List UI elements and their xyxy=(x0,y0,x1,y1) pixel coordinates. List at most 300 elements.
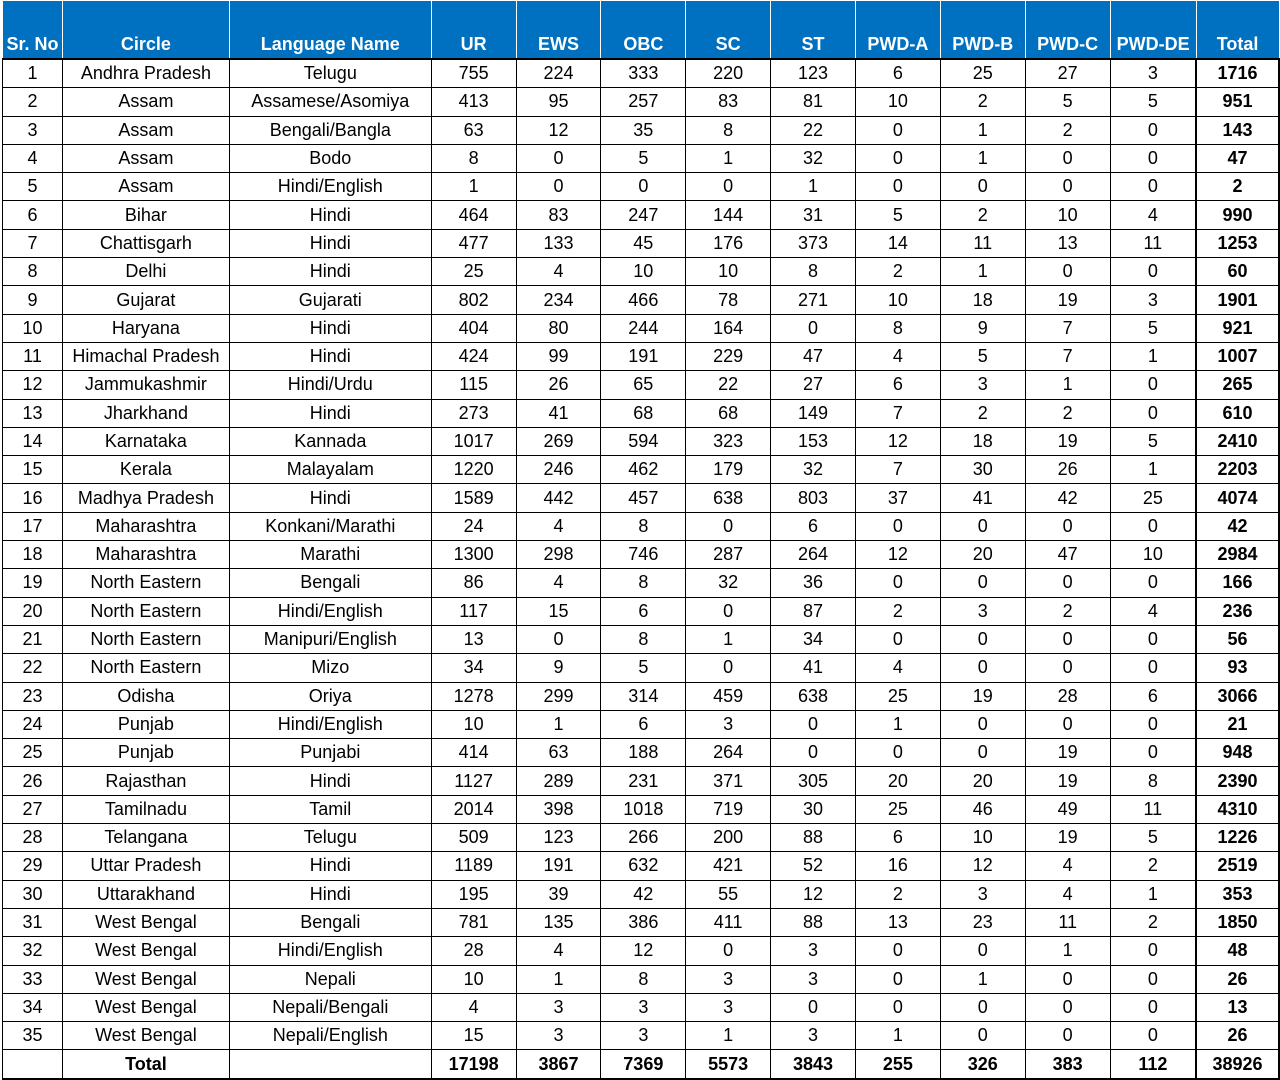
cell-sc: 3 xyxy=(686,993,771,1021)
cell-language-name: Assamese/Asomiya xyxy=(229,88,431,116)
cell-language-name: Hindi xyxy=(229,399,431,427)
total-cell-pwd-b: 326 xyxy=(940,1050,1025,1079)
cell-pwd-a: 25 xyxy=(855,795,940,823)
cell-ews: 0 xyxy=(516,625,601,653)
cell-sr-no: 9 xyxy=(3,286,63,314)
cell-ews: 80 xyxy=(516,314,601,342)
cell-pwd-a: 0 xyxy=(855,739,940,767)
vacancy-table-sheet xyxy=(2,0,1280,1080)
cell-pwd-b: 2 xyxy=(940,88,1025,116)
cell-ews: 4 xyxy=(516,937,601,965)
cell-pwd-de: 1 xyxy=(1110,880,1196,908)
cell-sr-no: 27 xyxy=(3,795,63,823)
cell-obc: 333 xyxy=(601,59,686,88)
table-total-row xyxy=(3,1050,1280,1079)
cell-sr-no: 5 xyxy=(3,173,63,201)
cell-ews: 0 xyxy=(516,173,601,201)
cell-sr-no: 12 xyxy=(3,371,63,399)
cell-st: 373 xyxy=(771,229,856,257)
cell-ews: 289 xyxy=(516,767,601,795)
cell-language-name: Hindi xyxy=(229,880,431,908)
cell-total: 1901 xyxy=(1196,286,1279,314)
cell-total: 948 xyxy=(1196,739,1279,767)
cell-pwd-b: 5 xyxy=(940,342,1025,370)
table-header-row xyxy=(3,1,1280,60)
header-ur: UR xyxy=(431,1,516,60)
cell-obc: 8 xyxy=(601,625,686,653)
cell-sc: 200 xyxy=(686,824,771,852)
cell-pwd-a: 14 xyxy=(855,229,940,257)
cell-pwd-c: 0 xyxy=(1025,993,1110,1021)
cell-obc: 45 xyxy=(601,229,686,257)
cell-pwd-a: 13 xyxy=(855,908,940,936)
cell-ur: 424 xyxy=(431,342,516,370)
cell-sr-no: 25 xyxy=(3,739,63,767)
cell-ews: 41 xyxy=(516,399,601,427)
cell-ur: 34 xyxy=(431,654,516,682)
cell-pwd-de: 1 xyxy=(1110,456,1196,484)
cell-language-name: Hindi xyxy=(229,767,431,795)
cell-ur: 273 xyxy=(431,399,516,427)
cell-pwd-de: 5 xyxy=(1110,88,1196,116)
cell-pwd-de: 25 xyxy=(1110,484,1196,512)
cell-sr-no: 17 xyxy=(3,512,63,540)
cell-circle: Uttarakhand xyxy=(62,880,229,908)
cell-pwd-a: 25 xyxy=(855,682,940,710)
cell-ur: 10 xyxy=(431,965,516,993)
cell-st: 27 xyxy=(771,371,856,399)
cell-pwd-b: 12 xyxy=(940,852,1025,880)
cell-total: 2984 xyxy=(1196,541,1279,569)
cell-circle: Punjab xyxy=(62,710,229,738)
cell-pwd-c: 19 xyxy=(1025,739,1110,767)
cell-sc: 1 xyxy=(686,1022,771,1050)
cell-ur: 802 xyxy=(431,286,516,314)
header-obc: OBC xyxy=(601,1,686,60)
cell-sr-no: 7 xyxy=(3,229,63,257)
cell-sc: 287 xyxy=(686,541,771,569)
cell-st: 0 xyxy=(771,739,856,767)
cell-pwd-de: 5 xyxy=(1110,824,1196,852)
cell-sr-no: 26 xyxy=(3,767,63,795)
cell-total: 2390 xyxy=(1196,767,1279,795)
cell-pwd-de: 0 xyxy=(1110,654,1196,682)
cell-circle: Gujarat xyxy=(62,286,229,314)
cell-language-name: Hindi xyxy=(229,314,431,342)
cell-pwd-c: 0 xyxy=(1025,173,1110,201)
cell-language-name: Hindi/English xyxy=(229,710,431,738)
cell-pwd-c: 0 xyxy=(1025,569,1110,597)
cell-pwd-a: 8 xyxy=(855,314,940,342)
cell-st: 0 xyxy=(771,314,856,342)
cell-ews: 4 xyxy=(516,258,601,286)
cell-sc: 0 xyxy=(686,173,771,201)
total-cell-ur: 17198 xyxy=(431,1050,516,1079)
cell-ews: 246 xyxy=(516,456,601,484)
table-row xyxy=(3,229,1280,257)
cell-st: 88 xyxy=(771,824,856,852)
cell-pwd-de: 0 xyxy=(1110,258,1196,286)
cell-pwd-de: 0 xyxy=(1110,937,1196,965)
cell-pwd-a: 0 xyxy=(855,625,940,653)
cell-pwd-c: 4 xyxy=(1025,880,1110,908)
cell-sc: 68 xyxy=(686,399,771,427)
cell-pwd-b: 0 xyxy=(940,654,1025,682)
cell-language-name: Nepali/English xyxy=(229,1022,431,1050)
cell-ur: 4 xyxy=(431,993,516,1021)
cell-sc: 144 xyxy=(686,201,771,229)
cell-pwd-a: 2 xyxy=(855,880,940,908)
cell-pwd-a: 2 xyxy=(855,258,940,286)
cell-circle: Tamilnadu xyxy=(62,795,229,823)
cell-ur: 15 xyxy=(431,1022,516,1050)
cell-st: 88 xyxy=(771,908,856,936)
cell-sc: 1 xyxy=(686,625,771,653)
cell-pwd-c: 0 xyxy=(1025,965,1110,993)
cell-pwd-b: 3 xyxy=(940,371,1025,399)
cell-obc: 594 xyxy=(601,427,686,455)
table-row xyxy=(3,456,1280,484)
cell-pwd-de: 4 xyxy=(1110,597,1196,625)
cell-st: 0 xyxy=(771,993,856,1021)
cell-sc: 264 xyxy=(686,739,771,767)
cell-pwd-a: 0 xyxy=(855,965,940,993)
cell-circle: Assam xyxy=(62,88,229,116)
cell-obc: 8 xyxy=(601,512,686,540)
cell-pwd-c: 49 xyxy=(1025,795,1110,823)
cell-ur: 1300 xyxy=(431,541,516,569)
cell-pwd-a: 16 xyxy=(855,852,940,880)
cell-obc: 632 xyxy=(601,852,686,880)
cell-sc: 164 xyxy=(686,314,771,342)
cell-language-name: Mizo xyxy=(229,654,431,682)
cell-obc: 35 xyxy=(601,116,686,144)
cell-ur: 28 xyxy=(431,937,516,965)
cell-ews: 269 xyxy=(516,427,601,455)
cell-obc: 3 xyxy=(601,993,686,1021)
cell-pwd-de: 4 xyxy=(1110,201,1196,229)
cell-ews: 191 xyxy=(516,852,601,880)
cell-ur: 1189 xyxy=(431,852,516,880)
cell-circle: Assam xyxy=(62,173,229,201)
cell-language-name: Hindi xyxy=(229,201,431,229)
cell-obc: 266 xyxy=(601,824,686,852)
total-cell-st: 3843 xyxy=(771,1050,856,1079)
cell-language-name: Manipuri/English xyxy=(229,625,431,653)
cell-pwd-b: 1 xyxy=(940,116,1025,144)
header-language-name: Language Name xyxy=(229,1,431,60)
cell-total: 1253 xyxy=(1196,229,1279,257)
cell-pwd-b: 11 xyxy=(940,229,1025,257)
cell-st: 47 xyxy=(771,342,856,370)
cell-pwd-de: 0 xyxy=(1110,399,1196,427)
cell-obc: 314 xyxy=(601,682,686,710)
cell-pwd-c: 0 xyxy=(1025,512,1110,540)
cell-obc: 68 xyxy=(601,399,686,427)
cell-pwd-de: 3 xyxy=(1110,286,1196,314)
cell-sr-no: 33 xyxy=(3,965,63,993)
cell-sc: 0 xyxy=(686,597,771,625)
cell-language-name: Hindi/English xyxy=(229,937,431,965)
cell-pwd-a: 6 xyxy=(855,59,940,88)
cell-total: 4074 xyxy=(1196,484,1279,512)
cell-pwd-a: 6 xyxy=(855,371,940,399)
cell-pwd-b: 2 xyxy=(940,399,1025,427)
cell-total: 1007 xyxy=(1196,342,1279,370)
cell-sc: 78 xyxy=(686,286,771,314)
cell-sr-no: 34 xyxy=(3,993,63,1021)
cell-st: 3 xyxy=(771,937,856,965)
cell-sr-no: 8 xyxy=(3,258,63,286)
cell-st: 803 xyxy=(771,484,856,512)
cell-sr-no: 6 xyxy=(3,201,63,229)
cell-ur: 25 xyxy=(431,258,516,286)
cell-ur: 8 xyxy=(431,144,516,172)
cell-circle: Karnataka xyxy=(62,427,229,455)
table-row xyxy=(3,824,1280,852)
cell-sr-no: 18 xyxy=(3,541,63,569)
cell-circle: Maharashtra xyxy=(62,541,229,569)
cell-pwd-de: 2 xyxy=(1110,908,1196,936)
cell-obc: 3 xyxy=(601,1022,686,1050)
cell-ur: 404 xyxy=(431,314,516,342)
cell-ur: 1 xyxy=(431,173,516,201)
cell-sc: 0 xyxy=(686,937,771,965)
table-row xyxy=(3,88,1280,116)
cell-ur: 24 xyxy=(431,512,516,540)
cell-pwd-c: 47 xyxy=(1025,541,1110,569)
cell-circle: West Bengal xyxy=(62,993,229,1021)
cell-total: 1716 xyxy=(1196,59,1279,88)
cell-sr-no: 29 xyxy=(3,852,63,880)
cell-sr-no: 11 xyxy=(3,342,63,370)
cell-ur: 117 xyxy=(431,597,516,625)
cell-pwd-a: 10 xyxy=(855,286,940,314)
cell-total: 21 xyxy=(1196,710,1279,738)
total-cell-circle: Total xyxy=(62,1050,229,1079)
cell-language-name: Kannada xyxy=(229,427,431,455)
cell-total: 951 xyxy=(1196,88,1279,116)
cell-sc: 638 xyxy=(686,484,771,512)
table-row xyxy=(3,173,1280,201)
cell-sc: 411 xyxy=(686,908,771,936)
cell-pwd-a: 5 xyxy=(855,201,940,229)
cell-sc: 421 xyxy=(686,852,771,880)
cell-ews: 398 xyxy=(516,795,601,823)
cell-pwd-b: 0 xyxy=(940,512,1025,540)
cell-pwd-de: 0 xyxy=(1110,993,1196,1021)
header-sc: SC xyxy=(686,1,771,60)
cell-pwd-b: 20 xyxy=(940,767,1025,795)
cell-total: 265 xyxy=(1196,371,1279,399)
cell-pwd-a: 4 xyxy=(855,342,940,370)
cell-total: 60 xyxy=(1196,258,1279,286)
cell-sc: 176 xyxy=(686,229,771,257)
cell-circle: Assam xyxy=(62,116,229,144)
cell-ur: 1589 xyxy=(431,484,516,512)
table-row xyxy=(3,710,1280,738)
cell-language-name: Bengali xyxy=(229,569,431,597)
cell-pwd-b: 0 xyxy=(940,993,1025,1021)
cell-pwd-b: 30 xyxy=(940,456,1025,484)
cell-pwd-a: 0 xyxy=(855,569,940,597)
cell-obc: 466 xyxy=(601,286,686,314)
cell-language-name: Nepali/Bengali xyxy=(229,993,431,1021)
cell-language-name: Telugu xyxy=(229,824,431,852)
vacancy-table xyxy=(2,0,1280,1080)
cell-pwd-b: 0 xyxy=(940,937,1025,965)
cell-ur: 1278 xyxy=(431,682,516,710)
cell-pwd-b: 19 xyxy=(940,682,1025,710)
cell-obc: 8 xyxy=(601,569,686,597)
cell-sr-no: 23 xyxy=(3,682,63,710)
cell-ews: 224 xyxy=(516,59,601,88)
cell-pwd-c: 28 xyxy=(1025,682,1110,710)
table-row xyxy=(3,937,1280,965)
cell-circle: Delhi xyxy=(62,258,229,286)
cell-obc: 257 xyxy=(601,88,686,116)
cell-sr-no: 15 xyxy=(3,456,63,484)
cell-ews: 83 xyxy=(516,201,601,229)
cell-ews: 3 xyxy=(516,1022,601,1050)
cell-circle: Rajasthan xyxy=(62,767,229,795)
cell-total: 2519 xyxy=(1196,852,1279,880)
cell-sc: 8 xyxy=(686,116,771,144)
table-row xyxy=(3,59,1280,88)
cell-obc: 1018 xyxy=(601,795,686,823)
cell-sr-no: 24 xyxy=(3,710,63,738)
cell-pwd-b: 23 xyxy=(940,908,1025,936)
table-row xyxy=(3,880,1280,908)
cell-st: 271 xyxy=(771,286,856,314)
cell-pwd-b: 3 xyxy=(940,880,1025,908)
cell-obc: 457 xyxy=(601,484,686,512)
table-row xyxy=(3,342,1280,370)
cell-ews: 442 xyxy=(516,484,601,512)
cell-obc: 65 xyxy=(601,371,686,399)
cell-obc: 10 xyxy=(601,258,686,286)
table-row xyxy=(3,993,1280,1021)
cell-circle: Jharkhand xyxy=(62,399,229,427)
cell-pwd-b: 18 xyxy=(940,286,1025,314)
cell-st: 3 xyxy=(771,965,856,993)
cell-pwd-c: 0 xyxy=(1025,710,1110,738)
cell-pwd-de: 0 xyxy=(1110,173,1196,201)
cell-pwd-c: 2 xyxy=(1025,597,1110,625)
header-pwd-c: PWD-C xyxy=(1025,1,1110,60)
cell-pwd-de: 6 xyxy=(1110,682,1196,710)
table-row xyxy=(3,597,1280,625)
cell-pwd-b: 0 xyxy=(940,173,1025,201)
table-row xyxy=(3,908,1280,936)
cell-circle: Chattisgarh xyxy=(62,229,229,257)
cell-pwd-de: 2 xyxy=(1110,852,1196,880)
cell-sc: 3 xyxy=(686,965,771,993)
cell-st: 12 xyxy=(771,880,856,908)
cell-sc: 229 xyxy=(686,342,771,370)
cell-sr-no: 3 xyxy=(3,116,63,144)
cell-language-name: Hindi xyxy=(229,258,431,286)
cell-ur: 1017 xyxy=(431,427,516,455)
cell-pwd-c: 7 xyxy=(1025,342,1110,370)
cell-pwd-de: 10 xyxy=(1110,541,1196,569)
cell-pwd-c: 0 xyxy=(1025,144,1110,172)
cell-pwd-a: 0 xyxy=(855,512,940,540)
total-cell-language-name xyxy=(229,1050,431,1079)
cell-obc: 12 xyxy=(601,937,686,965)
cell-pwd-de: 5 xyxy=(1110,427,1196,455)
cell-total: 56 xyxy=(1196,625,1279,653)
cell-total: 2 xyxy=(1196,173,1279,201)
cell-obc: 8 xyxy=(601,965,686,993)
cell-obc: 231 xyxy=(601,767,686,795)
cell-ews: 0 xyxy=(516,144,601,172)
cell-st: 6 xyxy=(771,512,856,540)
cell-circle: North Eastern xyxy=(62,569,229,597)
cell-st: 30 xyxy=(771,795,856,823)
cell-ews: 234 xyxy=(516,286,601,314)
cell-pwd-b: 2 xyxy=(940,201,1025,229)
cell-st: 638 xyxy=(771,682,856,710)
cell-pwd-de: 8 xyxy=(1110,767,1196,795)
cell-circle: Jammukashmir xyxy=(62,371,229,399)
cell-ur: 10 xyxy=(431,710,516,738)
cell-sr-no: 30 xyxy=(3,880,63,908)
cell-total: 610 xyxy=(1196,399,1279,427)
cell-ews: 123 xyxy=(516,824,601,852)
cell-sr-no: 14 xyxy=(3,427,63,455)
cell-pwd-b: 46 xyxy=(940,795,1025,823)
table-row xyxy=(3,569,1280,597)
cell-sr-no: 28 xyxy=(3,824,63,852)
cell-ews: 135 xyxy=(516,908,601,936)
cell-circle: Haryana xyxy=(62,314,229,342)
cell-ews: 12 xyxy=(516,116,601,144)
header-total: Total xyxy=(1196,1,1279,60)
cell-pwd-de: 0 xyxy=(1110,144,1196,172)
cell-circle: North Eastern xyxy=(62,597,229,625)
cell-sc: 22 xyxy=(686,371,771,399)
cell-language-name: Nepali xyxy=(229,965,431,993)
cell-pwd-b: 0 xyxy=(940,1022,1025,1050)
cell-total: 47 xyxy=(1196,144,1279,172)
cell-st: 32 xyxy=(771,144,856,172)
cell-st: 41 xyxy=(771,654,856,682)
cell-sr-no: 2 xyxy=(3,88,63,116)
cell-ews: 9 xyxy=(516,654,601,682)
cell-ews: 4 xyxy=(516,569,601,597)
cell-pwd-de: 0 xyxy=(1110,116,1196,144)
cell-pwd-c: 11 xyxy=(1025,908,1110,936)
header-pwd-de: PWD-DE xyxy=(1110,1,1196,60)
cell-circle: Kerala xyxy=(62,456,229,484)
cell-sr-no: 31 xyxy=(3,908,63,936)
cell-circle: Uttar Pradesh xyxy=(62,852,229,880)
cell-total: 990 xyxy=(1196,201,1279,229)
cell-sc: 179 xyxy=(686,456,771,484)
cell-ur: 477 xyxy=(431,229,516,257)
table-row xyxy=(3,852,1280,880)
cell-language-name: Bengali xyxy=(229,908,431,936)
table-row xyxy=(3,201,1280,229)
cell-sr-no: 21 xyxy=(3,625,63,653)
cell-total: 236 xyxy=(1196,597,1279,625)
cell-pwd-de: 1 xyxy=(1110,342,1196,370)
cell-ews: 39 xyxy=(516,880,601,908)
cell-sc: 719 xyxy=(686,795,771,823)
cell-ews: 99 xyxy=(516,342,601,370)
cell-ews: 298 xyxy=(516,541,601,569)
